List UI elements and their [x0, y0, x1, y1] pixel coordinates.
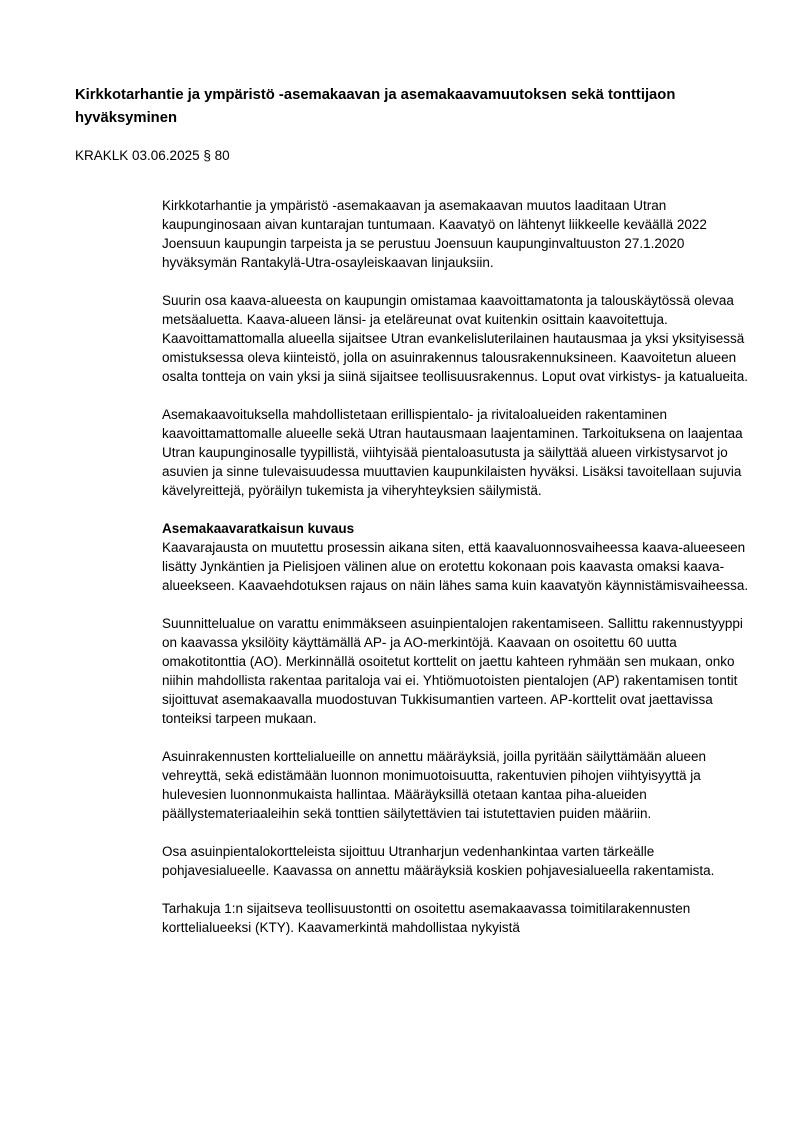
- section-paragraph-5: Tarhakuja 1:n sijaitseva teollisuustontti on osoitettu asemakaavassa toimitilarakennusten korttelialueeksi (KTY). Kaavamerkintä mahdollistaa nykyistä: [162, 901, 691, 935]
- intro-paragraph-1: Kirkkotarhantie ja ympäristö -asemakaavan ja asemakaavan muutos laaditaan Utran kaupunginosaan aivan kuntarajan tuntumaan. Kaavatyö on lähtenyt liikkeelle keväällä 2022 Joensuun kaupungin tarpeista ja se perustuu Joensuun kaupunginvaltuuston 27.1.2020 hyväksymän Rantakylä-Utra-osayleiskaavan linjauksiin.: [162, 198, 707, 270]
- document-header: [75, 84, 735, 165]
- document-reference: KRAKLK 03.06.2025 § 80: [75, 148, 230, 163]
- intro-paragraph-2: Suurin osa kaava-alueesta on kaupungin omistamaa kaavoittamatonta ja talouskäytössä olevaa metsäaluetta. Kaava-alueen länsi- ja eteläreunat ovat kuitenkin osittain kaavoitettuja. Kaavoittamattomalla alueella sijaitsee Utran evankelisluterilainen hautausmaa ja yksi yksityisessä omistuksessa oleva kiinteistö, jolla on asuinrakennus talousrakennuksineen. Kaavoitetun alueen osalta tontteja on vain yksi ja siinä sijaitsee teollisuusrakennus. Loput ovat virkistys- ja katualueita.: [162, 293, 749, 384]
- section-heading: Asemakaavaratkaisun kuvaus: [162, 521, 355, 536]
- intro-paragraph-3: Asemakaavoituksella mahdollistetaan erillispientalo- ja rivitaloalueiden rakentaminen kaavoittamattomalle alueelle sekä Utran hautausmaan laajentaminen. Tarkoituksena on laajentaa Utran kaupunginosalle tyypillistä, viihtyisää pientaloasutusta ja säilyttää alueen virkistysarvot jo asuvien ja sinne tulevaisuudessa muuttavien kaupunkilaisten hyväksi. Lisäksi tavoitellaan sujuvia kävelyreittejä, pyöräilyn tukemista ja viheryhteyksien säilymistä.: [162, 407, 743, 498]
- document-title: Kirkkotarhantie ja ympäristö -asemakaavan ja asemakaavamuutoksen sekä tonttijaon hyväksyminen: [75, 87, 676, 126]
- section-paragraph-1: Kaavarajausta on muutettu prosessin aikana siten, että kaavaluonnosvaiheessa kaava-alueeseen lisätty Jynkäntien ja Pielisjoen välinen alue on erotettu kokonaan pois kaavasta omaksi kaava-alueekseen. Kaavaehdotuksen rajaus on näin lähes sama kuin kaavatyön käynnistämisvaiheessa.: [162, 540, 749, 593]
- section-paragraph-2: Suunnittelualue on varattu enimmäkseen asuinpientalojen rakentamiseen. Sallittu rakennustyyppi on kaavassa yksilöity käyttämällä AP- ja AO-merkintöjä. Kaavaan on osoitettu 60 uutta omakotitonttia (AO). Merkinnällä osoitetut korttelit on jaettu kahteen ryhmään sen mukaan, onko niihin mahdollista rakentaa paritaloja vai ei. Yhtiömuotoisten pientalojen (AP) rakentamisen tontit sijoittuvat asemakaavalla muodostuvan Tukkisumantien varteen. AP-korttelit ovat jaettavissa tonteiksi tarpeen mukaan.: [162, 616, 743, 726]
- section-paragraph-3: Asuinrakennusten korttelialueille on annettu määräyksiä, joilla pyritään säilyttämään alueen vehreyttä, sekä edistämään luonnon monimuotoisuutta, rakentuvien pihojen viihtyisyyttä ja hulevesien luonnonmukaista hallintaa. Määräyksillä otetaan kantaa piha-alueiden päällystemateriaaleihin sekä tonttien säilytettävien tai istutettavien puiden määriin.: [162, 749, 707, 821]
- section-paragraph-4: Osa asuinpientalokortteleista sijoittuu Utranharjun vedenhankintaa varten tärkeälle pohjavesialueelle. Kaavassa on annettu määräyksiä koskien pohjavesialueella rakentamista.: [162, 844, 715, 878]
- document-body: [162, 196, 752, 937]
